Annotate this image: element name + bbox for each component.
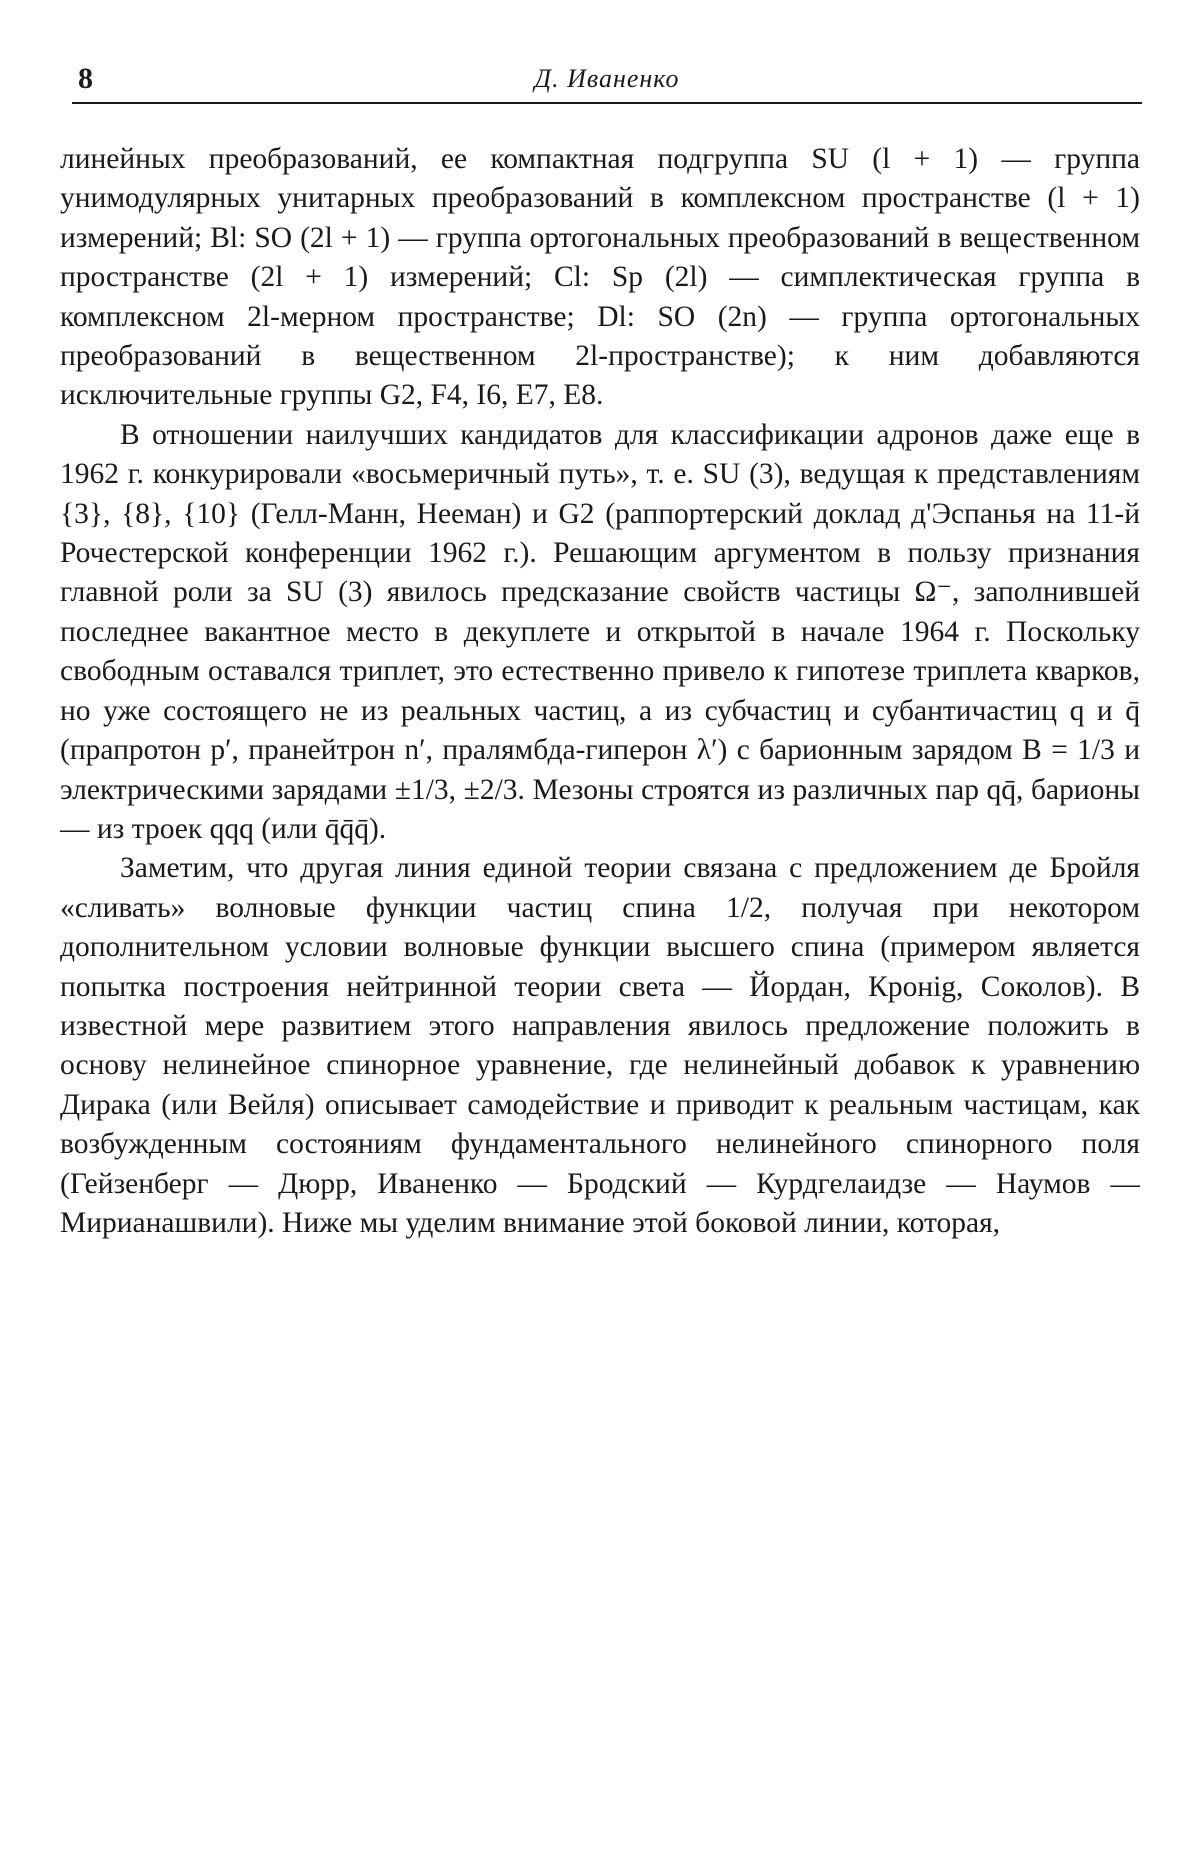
paragraph-3: Заметим, что другая линия единой теории связана с предложением де Бройля «сливать» волновые функции частиц спина 1/2, получая при некотором дополнительном условии волновые функции высшего спина (примером является попытка построения нейтринной теории света — Йордан, Кронig, Соколов). В известной мере развитием этого направления явилось предложение положить в основу нелинейное спинорное уравнение, где нелинейный добавок к уравнению Дирака (или Вейля) описывает самодействие и приводит к реальным частицам, как возбужденным состояниям фундаментального нелинейного спинорного поля (Гейзенберг — Дюрр, Иваненко — Бродский — Курдгелаидзе — Наумов — Мирианашвили). Ниже мы уделим внимание этой боковой линии, которая, [60,852,1140,1239]
paragraph-1: линейных преобразований, ее компактная подгруппа SU (l + 1) — группа унимодулярных унитарных преобразований в комплексном пространстве (l + 1) измерений; Bl: SO (2l + 1) — группа ортогональных преобразований в вещественном пространстве (2l + 1) измерений; Cl: Sp (2l) — симплектическая группа в комплексном 2l-мерном пространстве; Dl: SO (2n) — группа ортогональных преобразований в вещественном 2l-пространстве); к ним добавляются исключительные группы G2, F4, I6, E7, E8. [60,143,1140,412]
body-text [60,140,1140,1243]
page-number: 8 [78,62,93,95]
running-title: Д. Иваненко [534,64,680,93]
running-head [72,56,1142,104]
paragraph-2: В отношении наилучших кандидатов для классификации адронов даже еще в 1962 г. конкурировали «восьмеричный путь», т. е. SU (3), ведущая к представлениям {3}, {8}, {10} (Гелл-Манн, Нееман) и G2 (раппортерский доклад д'Эспанья на 11-й Рочестерской конференции 1962 г.). Решающим аргументом в пользу признания главной роли за SU (3) явилось предсказание свойств частицы Ω⁻, заполнившей последнее вакантное место в декуплете и открытой в начале 1964 г. Поскольку свободным оставался триплет, это естественно привело к гипотезе триплета кварков, но уже состоящего не из реальных частиц, а из субчастиц и субантичастиц q и q̄ (прапротон p′, пранейтрон n′, пралямбда-гиперон λ′) с барионным зарядом B = 1/3 и электрическими зарядами ±1/3, ±2/3. Мезоны строятся из различных пар qq̄, барионы — из троек qqq (или q̄q̄q̄). [60,418,1140,845]
